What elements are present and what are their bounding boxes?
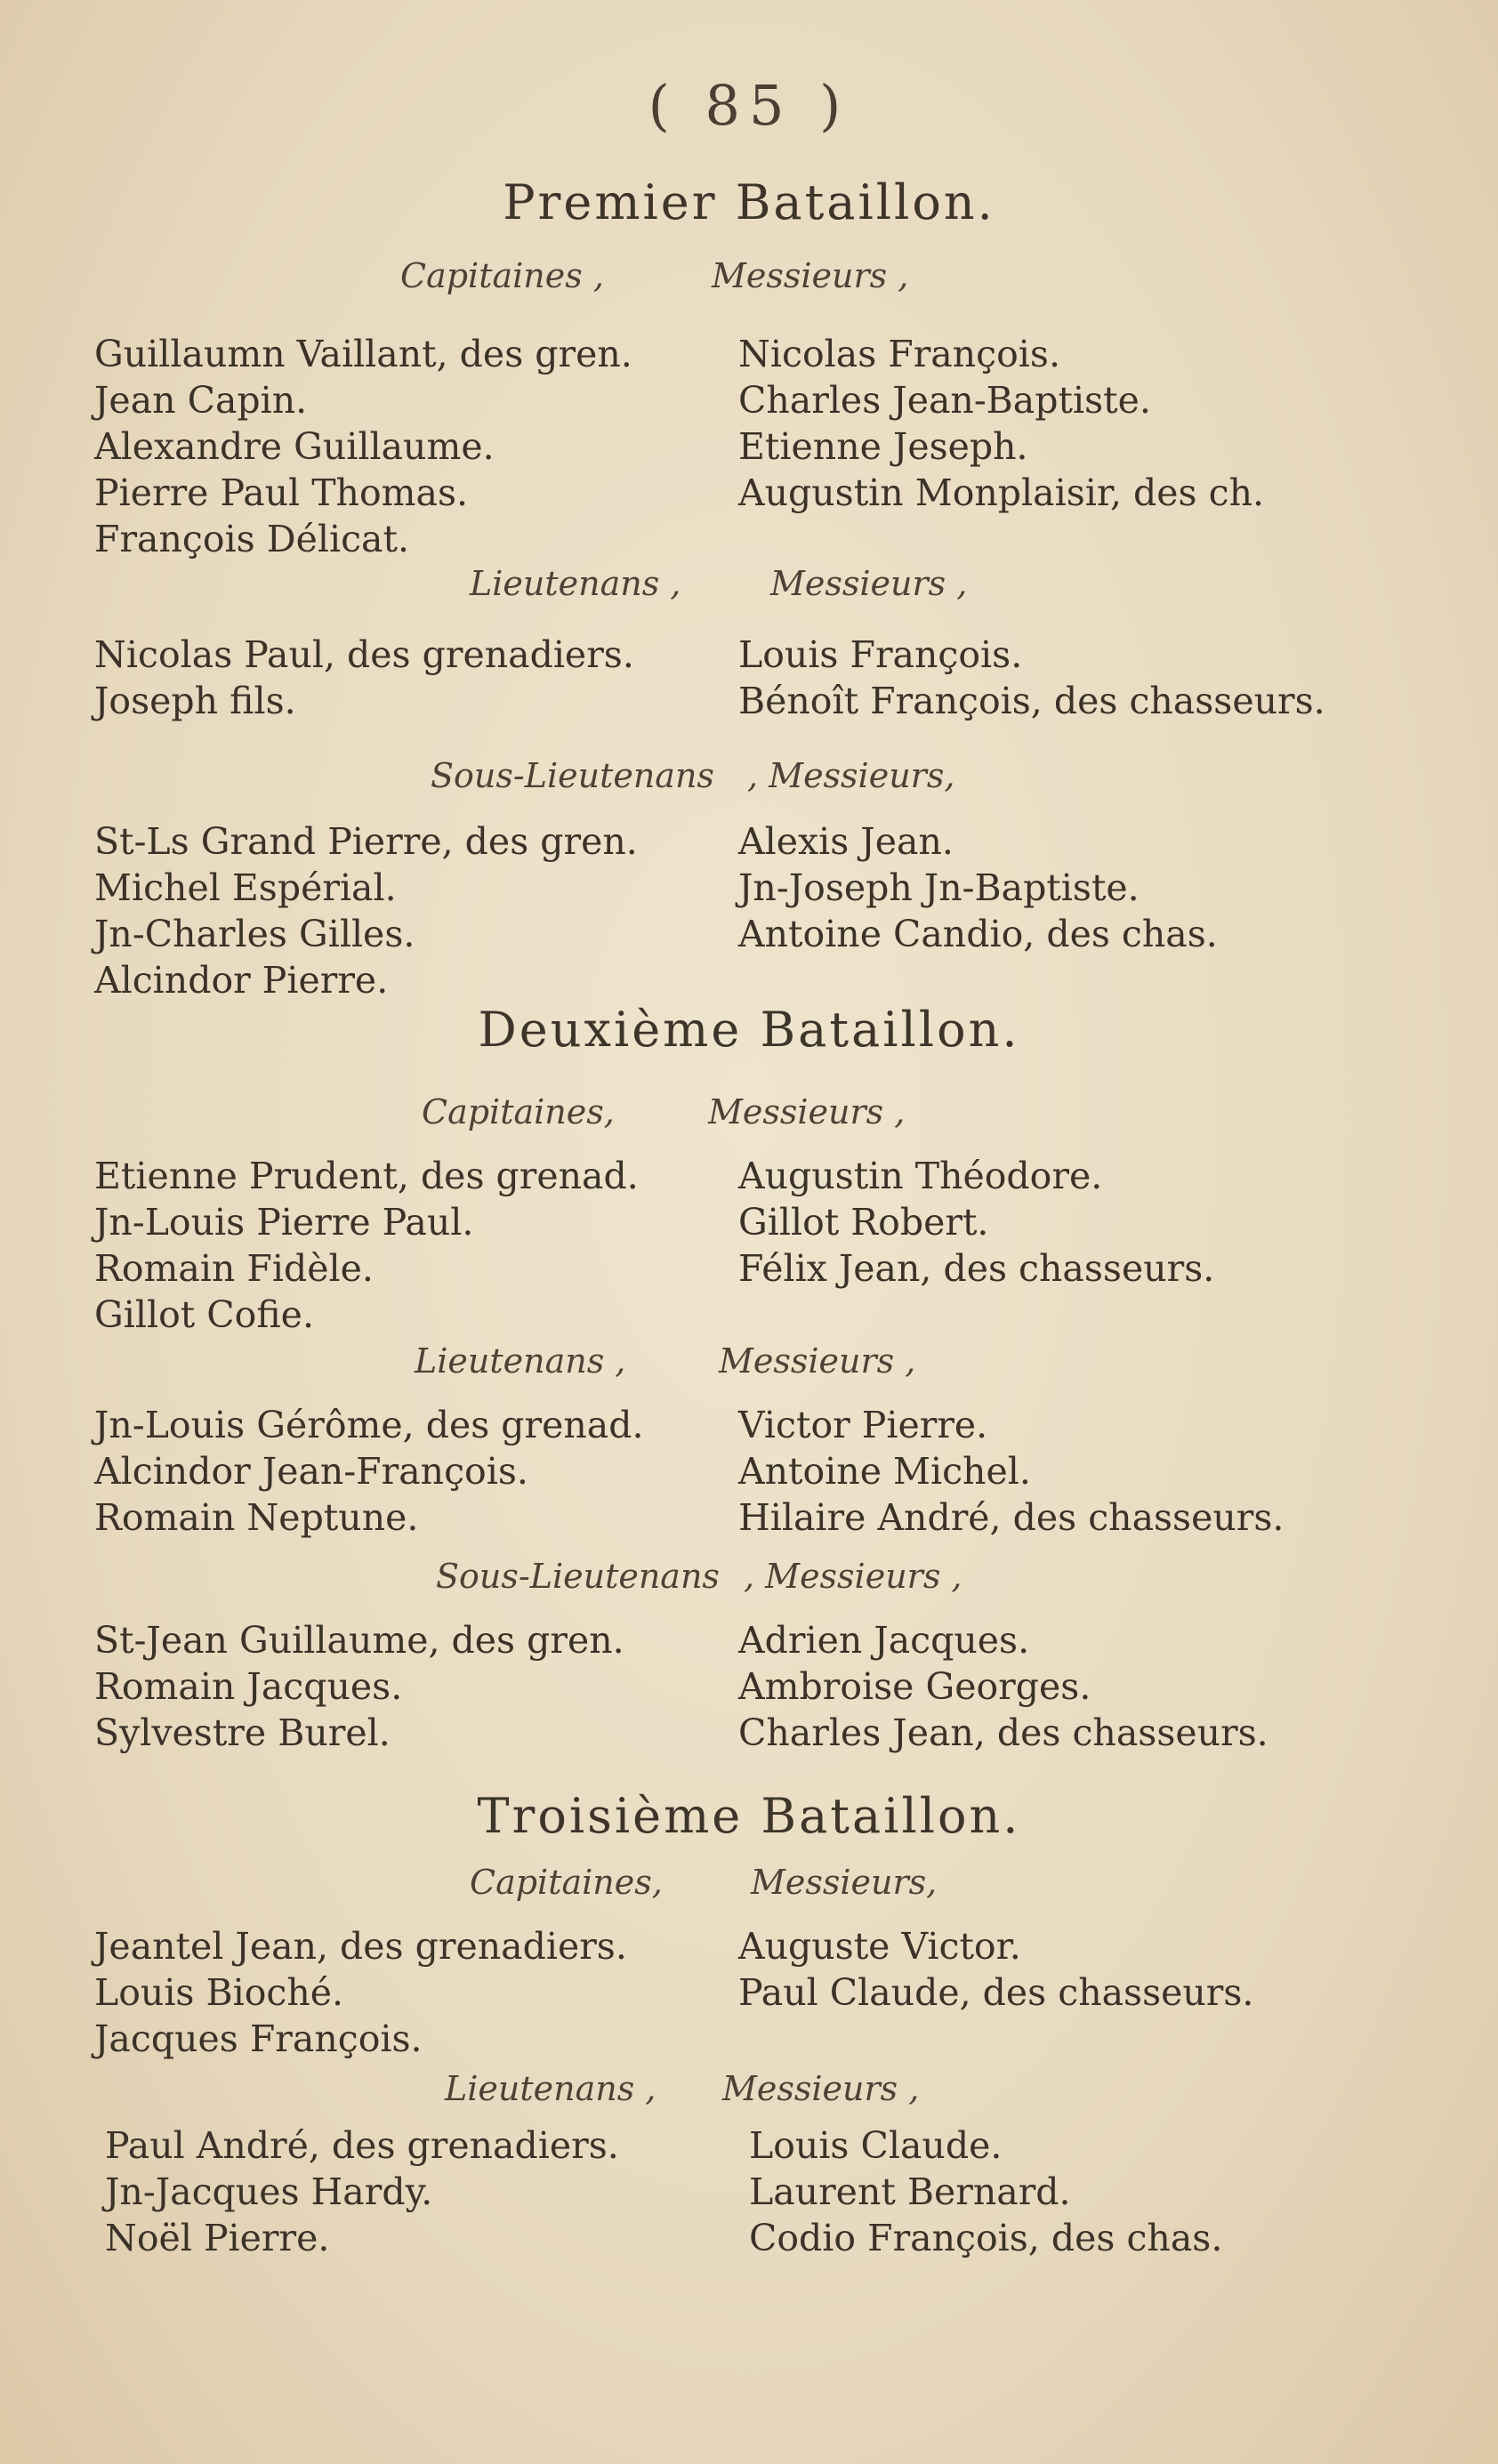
- officer-name: St-Jean Guillaume, des gren.: [94, 1619, 624, 1662]
- officer-name: Jean Capin.: [94, 379, 308, 422]
- officer-list-right: [738, 1153, 1379, 1292]
- officer-name: Nicolas Paul, des grenadiers.: [94, 633, 634, 676]
- officer-name: Gillot Cofie.: [94, 1293, 314, 1336]
- messieurs-heading: Messieurs ,: [712, 256, 909, 295]
- battalion-heading-1: Premier Bataillon.: [503, 174, 995, 230]
- officer-name: Pierre Paul Thomas.: [94, 471, 469, 514]
- officer-name: Romain Neptune.: [94, 1496, 419, 1539]
- messieurs-heading: Messieurs,: [751, 1863, 938, 1902]
- officer-name: Jn-Jacques Hardy.: [105, 2170, 433, 2213]
- rank-heading: Lieutenans ,: [415, 1341, 626, 1381]
- messieurs-heading: Messieurs ,: [722, 2069, 920, 2108]
- rank-heading: Lieutenans ,: [470, 564, 681, 603]
- officer-name: Antoine Candio, des chas.: [738, 913, 1218, 955]
- rank-heading: Lieutenans ,: [445, 2069, 656, 2108]
- officer-name: Bénoît François, des chasseurs.: [738, 680, 1325, 722]
- officer-name: Adrien Jacques.: [738, 1619, 1030, 1662]
- officer-name: Laurent Bernard.: [749, 2170, 1071, 2213]
- page-number: ( 85 ): [648, 73, 850, 138]
- officer-list-left: [94, 818, 717, 1003]
- officer-name: Romain Fidèle.: [94, 1247, 374, 1290]
- officer-list-right: [738, 331, 1379, 516]
- officer-name: Jacques François.: [94, 2017, 423, 2060]
- officer-name: Louis Claude.: [749, 2124, 1003, 2167]
- officer-name: Charles Jean-Baptiste.: [738, 379, 1151, 422]
- officer-name: Félix Jean, des chasseurs.: [738, 1247, 1215, 1290]
- officer-name: Alexandre Guillaume.: [94, 425, 495, 468]
- officer-list-left: [94, 331, 717, 562]
- officer-list-right: [738, 818, 1379, 957]
- messieurs-heading: Messieurs ,: [708, 1092, 906, 1131]
- officer-name: Jn-Charles Gilles.: [94, 913, 415, 955]
- officer-list-left: [94, 1402, 717, 1541]
- officer-name: François Délicat.: [94, 518, 410, 560]
- officer-name: Paul André, des grenadiers.: [105, 2124, 619, 2167]
- rank-heading: Sous-Lieutenans: [436, 1557, 720, 1596]
- officer-name: Augustin Théodore.: [738, 1155, 1103, 1197]
- officer-list-right: [738, 1617, 1379, 1756]
- battalion-heading-2: Deuxième Bataillon.: [478, 1002, 1020, 1058]
- officer-name: Joseph fils.: [94, 680, 296, 722]
- officer-name: St-Ls Grand Pierre, des gren.: [94, 820, 638, 863]
- messieurs-heading: Messieurs ,: [770, 564, 968, 603]
- officer-name: Paul Claude, des chasseurs.: [738, 1971, 1254, 2014]
- officer-name: Guillaumn Vaillant, des gren.: [94, 333, 632, 375]
- officer-list-right: [738, 632, 1379, 724]
- battalion-heading-3: Troisième Bataillon.: [477, 1788, 1021, 1844]
- officer-list-right: [749, 2122, 1389, 2261]
- officer-name: Augustin Monplaisir, des ch.: [738, 471, 1265, 514]
- officer-name: Alcindor Jean-François.: [94, 1450, 528, 1493]
- officer-name: Jn-Louis Pierre Paul.: [94, 1201, 474, 1244]
- officer-name: Sylvestre Burel.: [94, 1711, 391, 1754]
- officer-name: Alexis Jean.: [738, 820, 954, 863]
- officer-list-right: [738, 1923, 1379, 2016]
- officer-list-left: [94, 632, 717, 724]
- officer-name: Etienne Jeseph.: [738, 425, 1028, 468]
- officer-name: Louis Bioché.: [94, 1971, 344, 2014]
- officer-list-left: [105, 2122, 728, 2261]
- officer-name: Romain Jacques.: [94, 1665, 403, 1708]
- officer-name: Michel Espérial.: [94, 866, 397, 909]
- officer-name: Gillot Robert.: [738, 1201, 989, 1244]
- rank-heading: Capitaines,: [422, 1092, 615, 1131]
- officer-list-left: [94, 1923, 717, 2062]
- officer-list-right: [738, 1402, 1379, 1541]
- messieurs-heading: Messieurs ,: [719, 1341, 916, 1381]
- officer-name: Auguste Victor.: [738, 1925, 1021, 1968]
- officer-name: Jn-Louis Gérôme, des grenad.: [94, 1404, 644, 1446]
- officer-name: Louis François.: [738, 633, 1023, 676]
- rank-heading: Sous-Lieutenans: [431, 756, 714, 795]
- officer-name: Etienne Prudent, des grenad.: [94, 1155, 639, 1197]
- rank-heading: Capitaines,: [470, 1863, 663, 1902]
- officer-name: Noël Pierre.: [105, 2217, 330, 2259]
- officer-name: Jn-Joseph Jn-Baptiste.: [738, 866, 1140, 909]
- officer-name: Victor Pierre.: [738, 1404, 988, 1446]
- officer-list-left: [94, 1153, 717, 1338]
- officer-name: Codio François, des chas.: [749, 2217, 1223, 2259]
- officer-list-left: [94, 1617, 717, 1756]
- rank-heading: Capitaines ,: [400, 256, 604, 295]
- messieurs-heading: , Messieurs ,: [744, 1557, 962, 1596]
- officer-name: Ambroise Georges.: [738, 1665, 1091, 1708]
- officer-name: Charles Jean, des chasseurs.: [738, 1711, 1268, 1754]
- officer-name: Antoine Michel.: [738, 1450, 1031, 1493]
- officer-name: Alcindor Pierre.: [94, 959, 389, 1002]
- messieurs-heading: , Messieurs,: [747, 756, 955, 795]
- officer-name: Hilaire André, des chasseurs.: [738, 1496, 1285, 1539]
- officer-name: Jeantel Jean, des grenadiers.: [94, 1925, 627, 1968]
- officer-name: Nicolas François.: [738, 333, 1060, 375]
